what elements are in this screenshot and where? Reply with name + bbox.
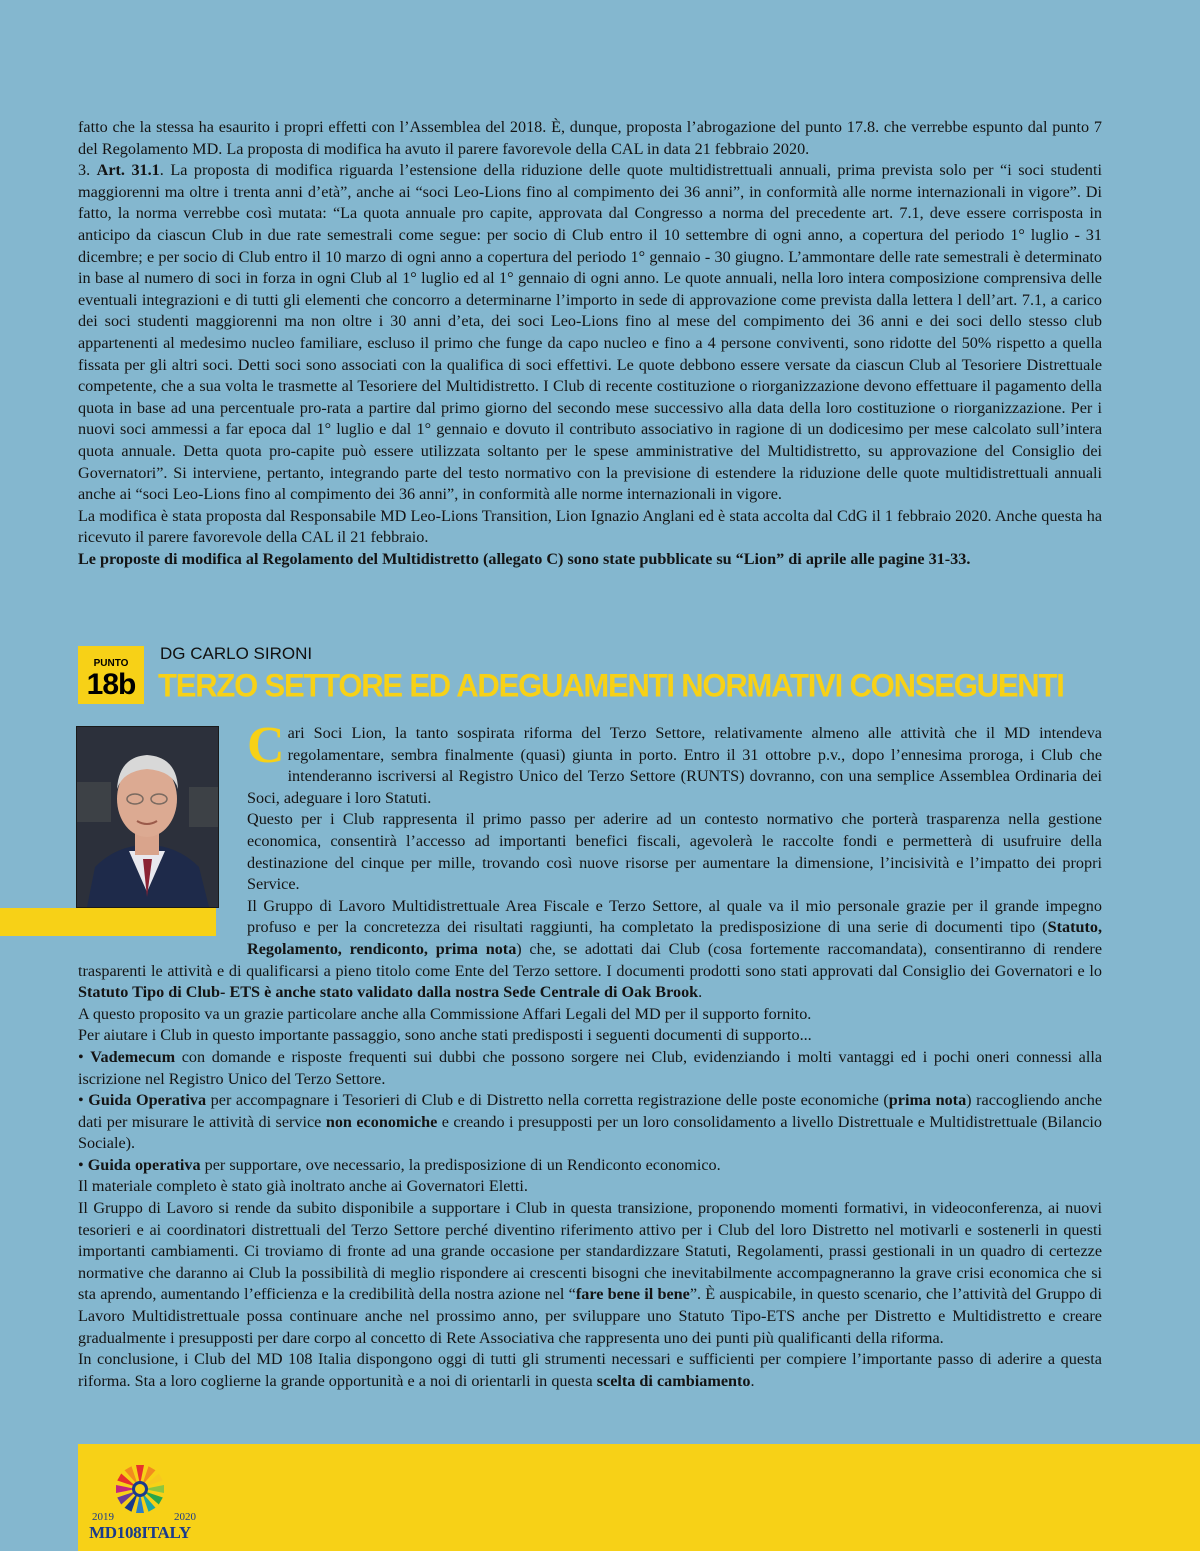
article-title: TERZO SETTORE ED ADEGUAMENTI NORMATIVI CONSEGUENTI xyxy=(158,666,1064,705)
sunburst-logo-icon xyxy=(84,1461,196,1513)
article-paragraph-5: Per aiutare i Club in questo importante passaggio, sono anche stati predisposti i seguenti documenti di supporto... xyxy=(78,1026,812,1045)
item-number: 3. xyxy=(78,161,91,180)
article-text: . La proposta di modifica riguarda l’estensione della riduzione delle quote multidistrettuali annuali, prima prevista solo per “i soci studenti maggiorenni ma oltre i trenta anni d’età”, anche ai “soci Leo-Lions fino al compimento dei 36 anni”, in conformità alle norme internazionali in vigore”. Di fatto, la norma verrebbe così mutata: “La quota annuale pro capite, approvata dal Congresso a norma del precedente art. 7.1, deve essere corrisposta in anticipo da ciascun Club in due rate semestrali come segue: per socio di Club entro il 10 settembre di ogni anno, a copertura del periodo 1° luglio - 31 dicembre; e per socio di Club entro il 10 marzo di ogni anno a copertura del periodo 1° gennaio - 30 giugno. L’ammontare delle rate semestrali è determinato in base al numero di soci in forza in ogni Club al 1° luglio ed al 1° gennaio di ogni anno. Le quote annuali, nella loro intera composizione comprensiva delle eventuali integrazioni e di tutti gli elementi che concorro a determinarne l’importo in sede di approvazione come prevista dalla lettera l dell’art. 7.1, a carico dei soci studenti maggiorenni ma non oltre i 30 anni d’eta, dei soci Leo-Lions fino al mese del compimento dei 36 anni e dei soci dello stesso club appartenenti al medesimo nucleo familiare, escluso il primo che funge da capo nucleo e fino a 4 persone conviventi, sono ridotte del 50% rispetto a quella fissata per gli altri soci. Detti soci sono associati con la qualifica di soci effettivi. Le quote debbono essere versate da ciascun Club al Tesoriere Distrettuale competente, che a sua volta le trasmette al Tesoriere del Multidistretto. I Club di recente costituzione o riorganizzazione devono effettuare il pagamento della quota in base ad una percentuale pro-rata a partire dal primo giorno del secondo mese successivo alla data della loro costituzione o riorganizzazione. Per i nuovi soci ammessi a far epoca dal 1° luglio e dal 1° gennaio e dovuto il contributo associativo in ragione di un dodicesimo per mese calcolato sull’intera quota annuale. Detta quota pro-capite può essere utilizzata soltanto per le spese amministrative del Multidistretto, su approvazione del Consiglio dei Governatori”. Si interviene, pertanto, integrando parte del testo normativo con la previsione di estendere la riduzione delle quote multidistrettuali annuali anche ai “soci Leo-Lions fino al compimento dei 36 anni”, in conformità alle norme internazionali in vigore. xyxy=(78,161,1103,504)
article-paragraph-3: Il Gruppo di Lavoro Multidistrettuale Area Fiscale e Terzo Settore, al quale va il mio personale grazie per il grande impegno profuso e per la concretezza dei risultati raggiunti, ha completato la predisposizione di una serie di documenti tipo (Statuto, Regolamento, rendiconto, prima nota) che, se adottati dai Club (cosa fortemente raccomandata), consentiranno di rendere trasparenti le attività e di qualificarsi a pieno titolo come Ente del Terzo settore. I documenti prodotti sono stati approvati dal Consiglio dei Governatori e lo Statuto Tipo di Club- ETS è anche stato validato dalla nostra Sede Centrale di Oak Brook. xyxy=(78,896,1103,1002)
punto-number: 18b xyxy=(86,668,136,701)
article-paragraph-6: Il materiale completo è stato già inoltrato anche ai Governatori Eletti. xyxy=(78,1177,528,1196)
article-paragraph-8: In conclusione, i Club del MD 108 Italia dispongono oggi di tutti gli strumenti necessari e sufficienti per compiere l’importante passo di aderire a questa riforma. Sta a loro coglierne la grande opportunità e a noi di orientarli in questa scelta di cambiamento. xyxy=(78,1350,1102,1390)
author-name: DG CARLO SIRONI xyxy=(160,644,313,663)
bullet-guida-operativa: • Guida Operativa per accompagnare i Tesorieri di Club e di Distretto nella corretta registrazione delle poste economiche (prima nota) raccogliendo anche dati per misurare le attività di service non economiche e creando i presupposti per un loro consolidamento a livello Distrettuale e Multidistrettuale (Bilancio Sociale). xyxy=(78,1091,1103,1153)
logo-years xyxy=(92,1511,196,1523)
punto-label: PUNTO xyxy=(93,658,129,669)
bullet-guida-rendiconto: • Guida operativa per supportare, ove necessario, la predisposizione di un Rendiconto economico. xyxy=(78,1155,721,1174)
section-header xyxy=(78,642,1102,704)
punto-badge xyxy=(78,646,144,704)
logo-text: MD108ITALY xyxy=(89,1523,191,1542)
logo-year-end: 2020 xyxy=(174,1511,196,1523)
bullet-icon: • xyxy=(78,1155,84,1174)
article-paragraph-2: Questo per i Club rappresenta il primo passo per aderire ad un contesto normativo che porterà trasparenza nella gestione economica, consentirà l’accesso ad importanti benefici fiscali, agevolerà le raccolte fondi e permetterà di usufruire della destinazione del cinque per mille, trovando così nuove risorse per aumentare la dimensione, l’incisività e l’impatto dei propri Service. xyxy=(247,810,1102,894)
bullet-icon: • xyxy=(78,1047,84,1066)
footer-band xyxy=(78,1444,1200,1551)
drop-cap: C xyxy=(247,717,285,774)
logo-year-start: 2019 xyxy=(92,1511,114,1523)
bullet-vademecum: • Vademecum con domande e risposte frequenti sui dubbi che possono sorgere nei Club, evidenziando i molti vantaggi ed i pochi oneri connessi alla iscrizione nel Registro Unico del Terzo Settore. xyxy=(78,1047,1103,1088)
article-paragraph-4: A questo proposito va un grazie particolare anche alla Commissione Affari Legali del MD per il supporto fornito. xyxy=(78,1004,812,1023)
proposal-paragraph: La modifica è stata proposta dal Responsabile MD Leo-Lions Transition, Lion Ignazio Anglani ed è stata accolta dal CdG il 1 febbraio 2020. Anche questa ha ricevuto il parere favorevole della CAL il 21 febbraio. xyxy=(78,506,1102,547)
article-label: Art. 31.1 xyxy=(96,161,160,180)
publication-note: Le proposte di modifica al Regolamento del Multidistretto (allegato C) sono state pubblicate su “Lion” di aprile alle pagine 31-33. xyxy=(78,549,971,568)
intro-paragraph: fatto che la stessa ha esaurito i propri effetti con l’Assemblea del 2018. È, dunque, proposta l’abrogazione del punto 17.8. che verrebbe espunto dal punto 7 del Regolamento MD. La proposta di modifica ha avuto il parere favorevole della CAL in data 21 febbraio 2020. xyxy=(78,118,1102,158)
article-31-paragraph xyxy=(78,160,1102,506)
intro-section xyxy=(78,117,1102,570)
bullet-icon: • xyxy=(78,1091,84,1110)
md108-logo xyxy=(84,1461,196,1547)
article-paragraph-7: Il Gruppo di Lavoro si rende da subito disponibile a supportare i Club in questa transizione, proponendo momenti formativi, in videoconferenza, ai nuovi tesorieri e ai coordinatori distrettuali del Terzo Settore perché diventino riferimento attivo per i Club del loro Distretto nel motivarli e sostenerli in questi importanti cambiamenti. Ci troviamo di fronte ad una grande occasione per standardizzare Statuti, Regolamenti, prassi gestionali in un quadro di certezze normative che daranno ai Club la possibilità di meglio rispondere ai crescenti bisogni che inevitabilmente accompagneranno la grave crisi economica che si sta aprendo, aumentando l’efficienza e la credibilità della nostra azione nel “fare bene il bene”. È auspicabile, in questo scenario, che l’attività del Gruppo di Lavoro Multidistrettuale possa continuare anche nel prossimo anno, per sviluppare uno Statuto Tipo-ETS anche per Distretto e Multidistretto e creare gradualmente i presupposti per dare corpo al concetto di Rete Associativa che rappresenta uno dei punti più qualificanti della riforma. xyxy=(78,1199,1103,1347)
article-paragraph-1: Cari Soci Lion, la tanto sospirata riforma del Terzo Settore, relativamente almeno alle attività che il MD intendeva regolamentare, sembra finalmente (quasi) giunta in porto. Entro il 31 ottobre p.v., dopo l’ennesima proroga, i Club che intenderanno iscriversi al Registro Unico del Terzo Settore (RUNTS) dovranno, con una semplice Assemblea Ordinaria dei Soci, adeguare i loro Statuti. xyxy=(247,717,1102,807)
photo-spacer xyxy=(78,723,247,939)
article-body xyxy=(78,717,1103,1392)
